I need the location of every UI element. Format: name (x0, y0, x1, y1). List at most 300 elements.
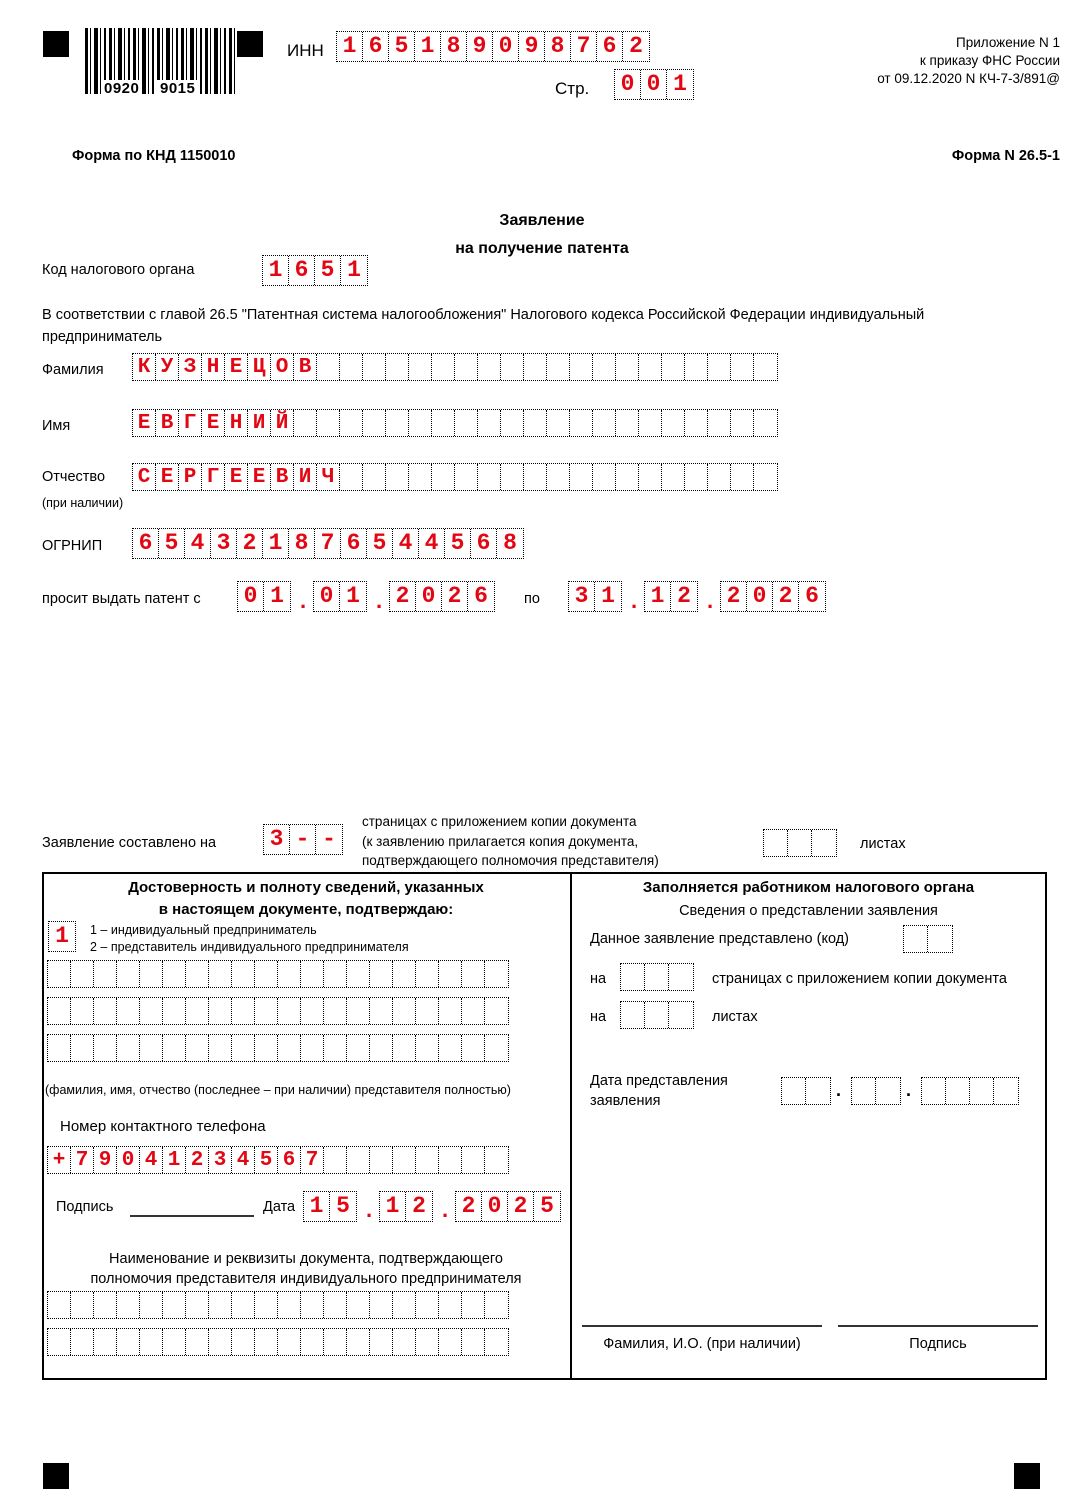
form-cell[interactable] (439, 1329, 462, 1355)
patent-to-day-field[interactable] (568, 581, 622, 612)
form-cell[interactable] (764, 830, 788, 856)
form-cell[interactable] (393, 1147, 416, 1173)
form-cell[interactable]: 6 (805, 583, 819, 609)
form-cell[interactable] (163, 1329, 186, 1355)
form-cell[interactable]: 4 (140, 1147, 163, 1173)
form-cell[interactable]: 1 (304, 1192, 330, 1221)
form-cell[interactable]: Е (225, 354, 248, 380)
form-cell[interactable]: 6 (597, 32, 623, 61)
form-cell[interactable] (163, 998, 186, 1024)
form-cell[interactable]: О (271, 354, 294, 380)
form-cell[interactable]: 5 (336, 1193, 350, 1219)
form-cell[interactable]: 5 (315, 256, 341, 285)
form-cell[interactable]: 5 (367, 529, 393, 558)
form-cell[interactable] (639, 410, 662, 436)
tax-authority-code-field[interactable] (262, 255, 368, 286)
form-cell[interactable] (48, 1035, 71, 1061)
form-cell[interactable] (370, 1035, 393, 1061)
form-cell[interactable]: Р (179, 464, 202, 490)
form-cell[interactable] (593, 354, 616, 380)
form-cell[interactable] (439, 961, 462, 987)
form-cell[interactable] (524, 410, 547, 436)
form-cell[interactable] (386, 354, 409, 380)
form-cell[interactable] (209, 998, 232, 1024)
form-cell[interactable]: С (133, 464, 156, 490)
form-cell[interactable] (324, 1329, 347, 1355)
form-cell[interactable] (455, 354, 478, 380)
form-cell[interactable]: 5 (445, 529, 471, 558)
form-cell[interactable] (478, 464, 501, 490)
form-cell[interactable] (393, 1035, 416, 1061)
form-cell[interactable]: У (156, 354, 179, 380)
form-cell[interactable] (928, 926, 952, 952)
form-cell[interactable] (669, 964, 693, 990)
form-cell[interactable] (852, 1078, 876, 1104)
form-cell[interactable]: 2 (508, 1192, 534, 1221)
form-cell[interactable] (462, 998, 485, 1024)
form-cell[interactable]: И (294, 464, 317, 490)
form-cell[interactable] (324, 961, 347, 987)
form-cell[interactable] (393, 961, 416, 987)
form-cell[interactable] (324, 998, 347, 1024)
form-cell[interactable] (71, 1292, 94, 1318)
form-cell[interactable]: 4 (393, 529, 419, 558)
form-cell[interactable] (370, 1147, 393, 1173)
form-cell[interactable] (163, 1292, 186, 1318)
form-cell[interactable] (163, 1035, 186, 1061)
form-cell[interactable]: 2 (773, 582, 799, 611)
form-cell[interactable] (645, 964, 669, 990)
form-cell[interactable] (232, 1035, 255, 1061)
form-cell[interactable] (370, 998, 393, 1024)
form-cell[interactable]: 1 (270, 583, 284, 609)
form-cell[interactable] (140, 998, 163, 1024)
form-cell[interactable] (462, 1147, 485, 1173)
form-cell[interactable] (117, 998, 140, 1024)
form-cell[interactable] (455, 410, 478, 436)
form-cell[interactable] (478, 410, 501, 436)
form-cell[interactable] (255, 998, 278, 1024)
signature-date-day-field[interactable] (303, 1191, 357, 1222)
form-cell[interactable] (432, 354, 455, 380)
form-cell[interactable] (386, 464, 409, 490)
form-cell[interactable] (347, 1147, 370, 1173)
form-cell[interactable]: 1 (601, 583, 615, 609)
form-cell[interactable] (301, 1329, 324, 1355)
form-cell[interactable] (386, 410, 409, 436)
form-cell[interactable] (616, 464, 639, 490)
form-cell[interactable]: 4 (419, 529, 445, 558)
form-cell[interactable] (370, 1292, 393, 1318)
form-cell[interactable] (616, 410, 639, 436)
form-cell[interactable] (393, 1329, 416, 1355)
form-cell[interactable] (117, 1035, 140, 1061)
form-cell[interactable]: 2 (442, 582, 468, 611)
form-cell[interactable] (301, 998, 324, 1024)
form-cell[interactable] (812, 830, 836, 856)
form-cell[interactable]: 1 (380, 1192, 406, 1221)
form-cell[interactable] (140, 961, 163, 987)
right-sheets-field[interactable] (620, 1001, 694, 1029)
representative-name-rows[interactable] (47, 960, 509, 1071)
form-cell[interactable]: 7 (571, 32, 597, 61)
form-cell[interactable] (645, 1002, 669, 1028)
form-cell[interactable] (439, 998, 462, 1024)
form-cell[interactable] (485, 961, 508, 987)
form-cell[interactable] (48, 961, 71, 987)
form-cell[interactable] (186, 998, 209, 1024)
form-cell[interactable]: 0 (493, 32, 519, 61)
form-cell[interactable] (94, 1292, 117, 1318)
form-cell[interactable]: В (271, 464, 294, 490)
form-cell[interactable] (163, 961, 186, 987)
patent-from-year-field[interactable] (389, 581, 495, 612)
form-cell[interactable] (501, 410, 524, 436)
form-cell[interactable]: 6 (363, 32, 389, 61)
form-cell[interactable] (232, 1329, 255, 1355)
form-cell[interactable]: 4 (185, 529, 211, 558)
form-cell[interactable]: Й (271, 410, 294, 436)
form-cell[interactable] (754, 354, 777, 380)
form-cell[interactable] (788, 830, 812, 856)
form-cell[interactable]: + (48, 1147, 71, 1173)
patent-to-month-field[interactable] (644, 581, 698, 612)
form-cell[interactable]: 6 (133, 529, 159, 558)
form-cell[interactable] (485, 1147, 508, 1173)
form-cell[interactable] (255, 1035, 278, 1061)
right-pages-field[interactable] (620, 963, 694, 991)
form-cell[interactable]: 1 (346, 583, 360, 609)
form-cell[interactable] (731, 354, 754, 380)
form-cell[interactable] (117, 1292, 140, 1318)
page-number-field[interactable] (614, 69, 694, 100)
form-cell[interactable] (140, 1035, 163, 1061)
form-cell[interactable]: 7 (301, 1147, 324, 1173)
form-cell[interactable] (347, 961, 370, 987)
form-cell[interactable] (416, 1329, 439, 1355)
form-cell[interactable]: 6 (341, 529, 367, 558)
form-cell[interactable] (278, 1035, 301, 1061)
form-cell[interactable]: Е (248, 464, 271, 490)
form-cell[interactable]: 1 (163, 1147, 186, 1173)
form-cell[interactable]: 0 (747, 582, 773, 611)
form-cell[interactable]: Е (202, 410, 225, 436)
form-cell[interactable]: 2 (721, 582, 747, 611)
form-cell[interactable] (669, 1002, 693, 1028)
form-cell[interactable] (186, 1292, 209, 1318)
form-cell[interactable] (393, 998, 416, 1024)
officer-name-line[interactable] (582, 1325, 822, 1327)
form-cell[interactable]: 1 (673, 71, 687, 97)
form-cell[interactable] (363, 354, 386, 380)
form-cell[interactable] (946, 1078, 970, 1104)
form-cell[interactable]: Н (202, 354, 225, 380)
composition-sheets-field[interactable] (763, 829, 837, 857)
form-row[interactable] (47, 1034, 509, 1062)
form-cell[interactable]: 6 (289, 256, 315, 285)
form-cell[interactable]: 3 (211, 529, 237, 558)
form-cell[interactable] (301, 961, 324, 987)
phone-field[interactable] (47, 1146, 509, 1174)
form-cell[interactable] (409, 410, 432, 436)
form-cell[interactable]: - (322, 826, 336, 852)
patronymic-field[interactable] (132, 463, 778, 491)
form-cell[interactable] (806, 1078, 830, 1104)
patent-from-month-field[interactable] (313, 581, 367, 612)
form-cell[interactable]: 3 (209, 1147, 232, 1173)
form-cell[interactable] (317, 410, 340, 436)
form-cell[interactable] (94, 961, 117, 987)
form-cell[interactable] (94, 1035, 117, 1061)
form-cell[interactable] (994, 1078, 1018, 1104)
form-cell[interactable] (186, 1035, 209, 1061)
form-cell[interactable]: 1 (263, 529, 289, 558)
form-cell[interactable] (547, 354, 570, 380)
form-cell[interactable]: 6 (474, 583, 488, 609)
form-cell[interactable] (570, 354, 593, 380)
form-cell[interactable] (232, 961, 255, 987)
form-cell[interactable] (416, 1292, 439, 1318)
form-cell[interactable]: 7 (71, 1147, 94, 1173)
form-cell[interactable] (140, 1292, 163, 1318)
form-cell[interactable] (501, 354, 524, 380)
patent-from-day-field[interactable] (237, 581, 291, 612)
form-cell[interactable]: Е (133, 410, 156, 436)
form-cell[interactable]: Е (156, 464, 179, 490)
form-cell[interactable]: 7 (315, 529, 341, 558)
form-cell[interactable]: 0 (117, 1147, 140, 1173)
form-cell[interactable]: Н (225, 410, 248, 436)
form-cell[interactable] (501, 464, 524, 490)
form-cell[interactable] (278, 1329, 301, 1355)
form-cell[interactable]: 2 (629, 33, 643, 59)
form-cell[interactable] (278, 961, 301, 987)
form-cell[interactable]: 6 (278, 1147, 301, 1173)
form-cell[interactable] (922, 1078, 946, 1104)
form-cell[interactable] (71, 1035, 94, 1061)
form-cell[interactable] (570, 464, 593, 490)
form-cell[interactable] (117, 1329, 140, 1355)
form-cell[interactable]: Ц (248, 354, 271, 380)
form-cell[interactable]: 2 (237, 529, 263, 558)
form-cell[interactable] (255, 1292, 278, 1318)
form-cell[interactable] (485, 1329, 508, 1355)
form-cell[interactable] (94, 998, 117, 1024)
form-cell[interactable] (439, 1147, 462, 1173)
form-cell[interactable] (904, 926, 928, 952)
form-cell[interactable] (209, 1035, 232, 1061)
form-cell[interactable]: В (156, 410, 179, 436)
form-cell[interactable] (485, 1035, 508, 1061)
form-cell[interactable]: Е (225, 464, 248, 490)
form-cell[interactable]: 8 (545, 32, 571, 61)
form-cell[interactable] (340, 464, 363, 490)
submission-date-month-field[interactable] (851, 1077, 901, 1105)
ogrnip-field[interactable] (132, 528, 524, 559)
form-cell[interactable] (432, 464, 455, 490)
firstname-field[interactable] (132, 409, 778, 437)
form-cell[interactable] (416, 961, 439, 987)
form-cell[interactable] (409, 464, 432, 490)
form-cell[interactable] (462, 1292, 485, 1318)
form-cell[interactable] (970, 1078, 994, 1104)
form-row[interactable] (47, 1291, 509, 1319)
form-cell[interactable] (593, 464, 616, 490)
form-cell[interactable] (363, 410, 386, 436)
form-cell[interactable]: 2 (186, 1147, 209, 1173)
form-cell[interactable] (462, 1035, 485, 1061)
form-cell[interactable] (416, 1035, 439, 1061)
form-cell[interactable] (754, 464, 777, 490)
form-cell[interactable] (71, 961, 94, 987)
signature-line[interactable] (130, 1215, 254, 1217)
form-cell[interactable]: 9 (467, 32, 493, 61)
form-cell[interactable] (370, 1329, 393, 1355)
form-cell[interactable] (439, 1035, 462, 1061)
form-cell[interactable] (232, 1292, 255, 1318)
form-cell[interactable] (48, 998, 71, 1024)
officer-signature-line[interactable] (838, 1325, 1038, 1327)
form-cell[interactable]: 1 (263, 256, 289, 285)
form-cell[interactable] (662, 410, 685, 436)
form-cell[interactable] (524, 354, 547, 380)
form-cell[interactable] (324, 1292, 347, 1318)
form-cell[interactable] (317, 354, 340, 380)
form-cell[interactable] (301, 1035, 324, 1061)
form-cell[interactable] (432, 410, 455, 436)
form-cell[interactable]: 1 (645, 582, 671, 611)
form-cell[interactable] (140, 1329, 163, 1355)
confirmation-code-field[interactable] (48, 921, 76, 952)
form-cell[interactable]: 5 (255, 1147, 278, 1173)
form-cell[interactable] (409, 354, 432, 380)
form-cell[interactable] (570, 410, 593, 436)
form-row[interactable] (47, 960, 509, 988)
form-cell[interactable]: 1 (415, 32, 441, 61)
form-cell[interactable]: - (290, 825, 316, 854)
form-cell[interactable] (278, 998, 301, 1024)
form-cell[interactable] (524, 464, 547, 490)
form-cell[interactable]: Ч (317, 464, 340, 490)
form-cell[interactable]: Г (202, 464, 225, 490)
form-cell[interactable] (209, 1292, 232, 1318)
form-cell[interactable]: В (294, 354, 317, 380)
form-cell[interactable] (685, 354, 708, 380)
form-cell[interactable] (639, 354, 662, 380)
form-cell[interactable]: 9 (519, 32, 545, 61)
form-cell[interactable]: 5 (540, 1193, 554, 1219)
form-cell[interactable]: 5 (159, 529, 185, 558)
form-cell[interactable] (209, 961, 232, 987)
form-cell[interactable]: 2 (677, 583, 691, 609)
form-cell[interactable] (117, 961, 140, 987)
form-cell[interactable] (393, 1292, 416, 1318)
form-cell[interactable]: 6 (471, 529, 497, 558)
form-cell[interactable]: 3 (264, 825, 290, 854)
form-cell[interactable]: 0 (641, 70, 667, 99)
form-cell[interactable]: И (248, 410, 271, 436)
form-cell[interactable] (340, 354, 363, 380)
form-cell[interactable] (731, 410, 754, 436)
form-row[interactable] (47, 1328, 509, 1356)
form-cell[interactable]: 0 (615, 70, 641, 99)
submission-date-year-field[interactable] (921, 1077, 1019, 1105)
form-cell[interactable]: 8 (441, 32, 467, 61)
form-cell[interactable]: Г (179, 410, 202, 436)
form-cell[interactable]: 3 (569, 582, 595, 611)
form-cell[interactable] (621, 1002, 645, 1028)
form-cell[interactable] (324, 1035, 347, 1061)
form-cell[interactable]: 0 (314, 582, 340, 611)
form-cell[interactable] (416, 1147, 439, 1173)
patent-to-year-field[interactable] (720, 581, 826, 612)
form-cell[interactable] (416, 998, 439, 1024)
form-cell[interactable]: 5 (389, 32, 415, 61)
form-cell[interactable] (462, 1329, 485, 1355)
form-cell[interactable] (731, 464, 754, 490)
inn-field[interactable] (336, 31, 650, 62)
form-cell[interactable] (186, 961, 209, 987)
form-cell[interactable] (685, 410, 708, 436)
form-cell[interactable] (71, 998, 94, 1024)
form-cell[interactable] (340, 410, 363, 436)
form-cell[interactable] (301, 1292, 324, 1318)
form-cell[interactable] (94, 1329, 117, 1355)
form-cell[interactable] (662, 354, 685, 380)
form-cell[interactable] (782, 1078, 806, 1104)
form-cell[interactable]: 8 (503, 530, 517, 556)
form-cell[interactable] (48, 1292, 71, 1318)
form-cell[interactable]: 2 (412, 1193, 426, 1219)
form-cell[interactable] (485, 998, 508, 1024)
form-cell[interactable] (547, 410, 570, 436)
form-cell[interactable]: 0 (416, 582, 442, 611)
form-cell[interactable] (478, 354, 501, 380)
form-cell[interactable] (593, 410, 616, 436)
form-cell[interactable] (347, 1292, 370, 1318)
form-cell[interactable]: 2 (456, 1192, 482, 1221)
form-cell[interactable] (685, 464, 708, 490)
form-cell[interactable] (186, 1329, 209, 1355)
form-cell[interactable] (255, 1329, 278, 1355)
form-cell[interactable] (48, 1329, 71, 1355)
form-cell[interactable]: 2 (390, 582, 416, 611)
submitted-code-field[interactable] (903, 925, 953, 953)
form-cell[interactable] (255, 961, 278, 987)
form-cell[interactable]: 4 (232, 1147, 255, 1173)
form-cell[interactable]: 0 (482, 1192, 508, 1221)
form-cell[interactable] (455, 464, 478, 490)
composition-pages-field[interactable] (263, 824, 343, 855)
form-cell[interactable] (209, 1329, 232, 1355)
form-cell[interactable] (876, 1078, 900, 1104)
form-cell[interactable]: 0 (238, 582, 264, 611)
form-cell[interactable] (621, 964, 645, 990)
submission-date-day-field[interactable] (781, 1077, 831, 1105)
form-cell[interactable] (754, 410, 777, 436)
surname-field[interactable] (132, 353, 778, 381)
form-cell[interactable]: 9 (94, 1147, 117, 1173)
form-cell[interactable] (485, 1292, 508, 1318)
form-cell[interactable]: 8 (289, 529, 315, 558)
signature-date-month-field[interactable] (379, 1191, 433, 1222)
authority-doc-rows[interactable] (47, 1291, 509, 1365)
form-cell[interactable] (347, 998, 370, 1024)
form-cell[interactable] (324, 1147, 347, 1173)
form-cell[interactable] (363, 464, 386, 490)
form-cell[interactable] (278, 1292, 301, 1318)
form-cell[interactable] (347, 1035, 370, 1061)
